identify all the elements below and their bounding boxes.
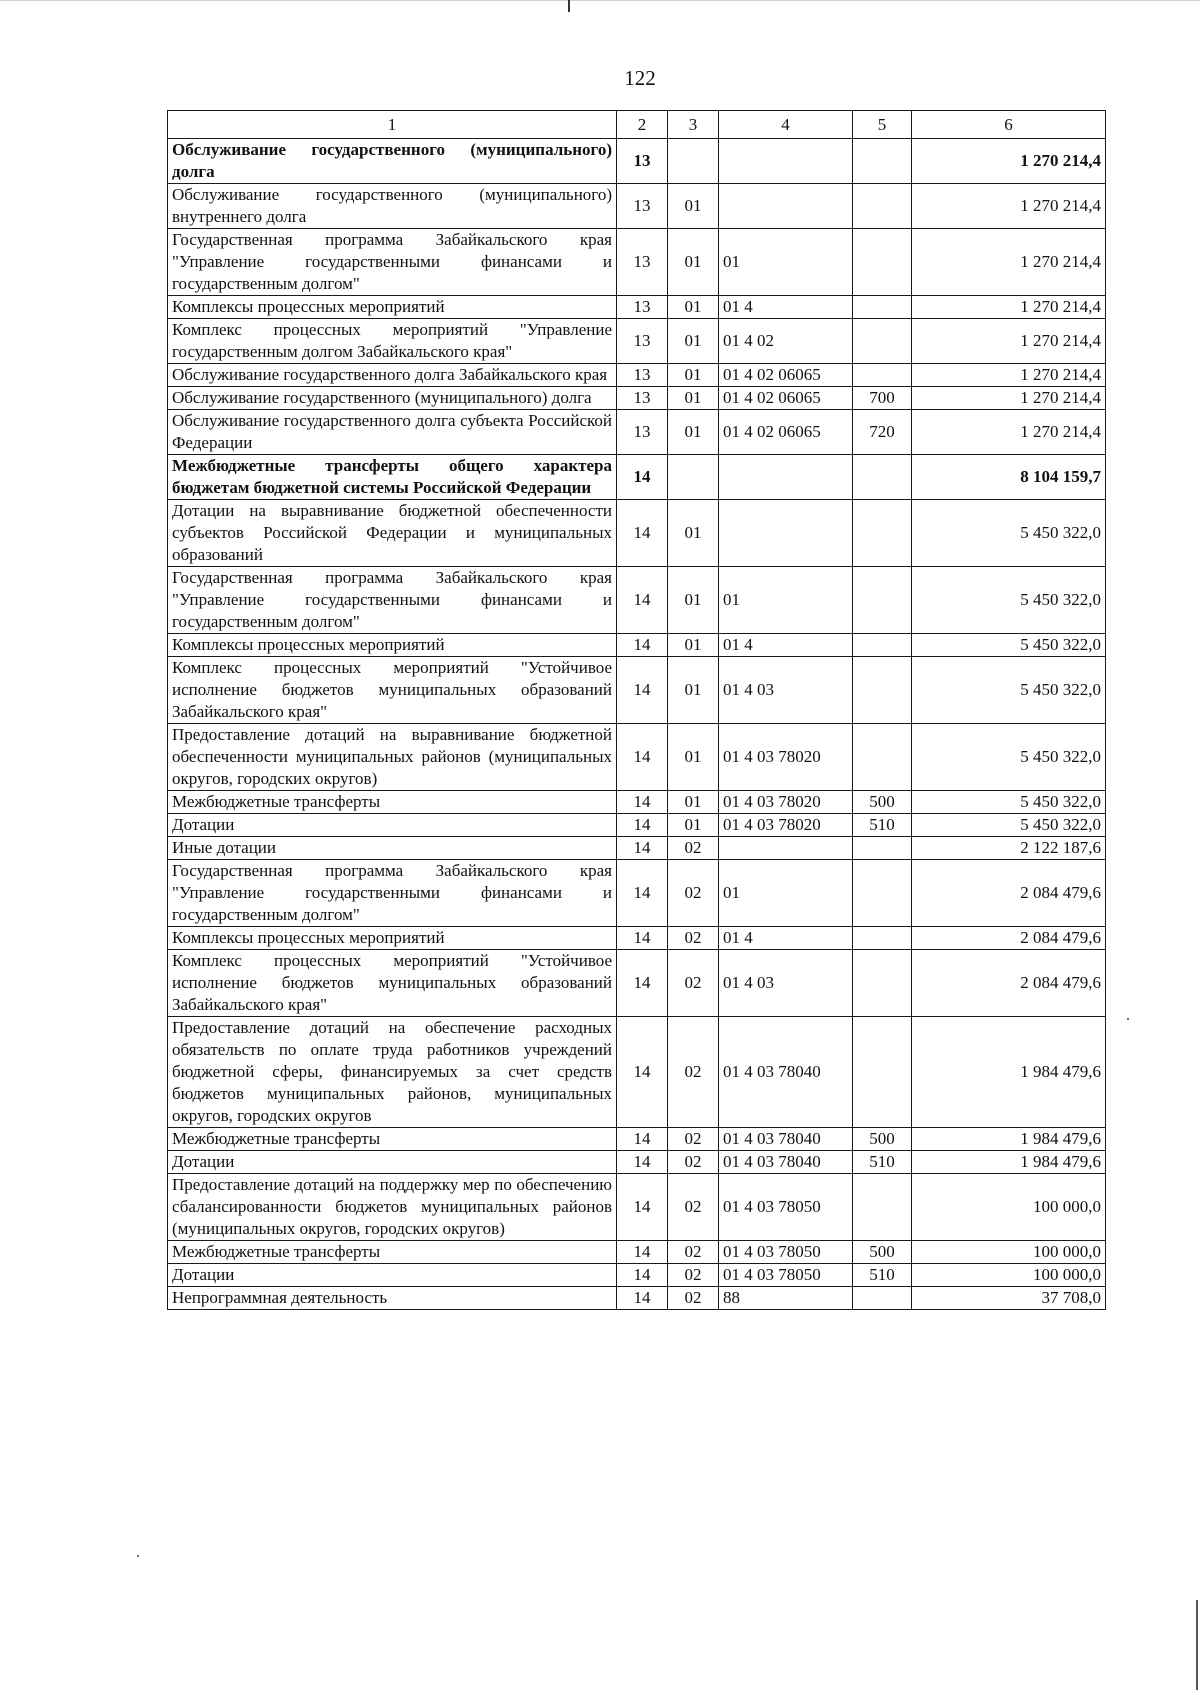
amount-cell: 2 084 479,6 xyxy=(912,860,1106,927)
table-row xyxy=(168,657,1106,724)
expense-type-code-cell xyxy=(853,1287,912,1310)
target-item-code-cell: 01 4 xyxy=(719,927,853,950)
section-code-cell: 13 xyxy=(617,410,668,455)
section-code-cell: 14 xyxy=(617,567,668,634)
expense-type-code-cell: 500 xyxy=(853,1241,912,1264)
expense-type-code-cell xyxy=(853,455,912,500)
expense-type-code-cell xyxy=(853,1174,912,1241)
amount-cell: 2 122 187,6 xyxy=(912,837,1106,860)
amount-cell: 5 450 322,0 xyxy=(912,791,1106,814)
subsection-code-cell: 01 xyxy=(668,657,719,724)
table-row xyxy=(168,1287,1106,1310)
header-cell-5: 5 xyxy=(853,111,912,139)
section-code-cell: 14 xyxy=(617,837,668,860)
table-row xyxy=(168,860,1106,927)
section-code-cell: 14 xyxy=(617,1264,668,1287)
subsection-code-cell: 01 xyxy=(668,319,719,364)
amount-cell: 37 708,0 xyxy=(912,1287,1106,1310)
expense-type-code-cell xyxy=(853,296,912,319)
target-item-code-cell xyxy=(719,184,853,229)
target-item-code-cell: 01 4 02 06065 xyxy=(719,364,853,387)
item-name-cell: Предоставление дотаций на обеспечение расходных обязательств по оплате труда работников учреждений бюджетной сферы, финансируемых за счет средств бюджетов муниципальных районов, муниципальных округов, городских округов xyxy=(168,1017,617,1128)
section-code-cell: 14 xyxy=(617,1174,668,1241)
amount-cell: 2 084 479,6 xyxy=(912,950,1106,1017)
amount-cell: 5 450 322,0 xyxy=(912,634,1106,657)
subsection-code-cell: 01 xyxy=(668,500,719,567)
expense-type-code-cell xyxy=(853,950,912,1017)
section-code-cell: 14 xyxy=(617,1128,668,1151)
target-item-code-cell: 01 4 02 06065 xyxy=(719,387,853,410)
subsection-code-cell: 02 xyxy=(668,837,719,860)
subsection-code-cell: 02 xyxy=(668,860,719,927)
expense-type-code-cell xyxy=(853,927,912,950)
table-row xyxy=(168,364,1106,387)
amount-cell: 8 104 159,7 xyxy=(912,455,1106,500)
target-item-code-cell: 01 4 02 06065 xyxy=(719,410,853,455)
table-row xyxy=(168,814,1106,837)
expense-type-code-cell: 500 xyxy=(853,791,912,814)
target-item-code-cell: 01 4 03 78040 xyxy=(719,1017,853,1128)
amount-cell: 5 450 322,0 xyxy=(912,814,1106,837)
section-code-cell: 14 xyxy=(617,927,668,950)
table-row xyxy=(168,410,1106,455)
table-row xyxy=(168,567,1106,634)
amount-cell: 5 450 322,0 xyxy=(912,657,1106,724)
target-item-code-cell: 01 4 03 78050 xyxy=(719,1241,853,1264)
section-code-cell: 13 xyxy=(617,184,668,229)
subsection-code-cell: 01 xyxy=(668,364,719,387)
item-name-cell: Непрограммная деятельность xyxy=(168,1287,617,1310)
subsection-code-cell: 01 xyxy=(668,229,719,296)
subsection-code-cell: 02 xyxy=(668,1151,719,1174)
item-name-cell: Обслуживание государственного (муниципального) внутреннего долга xyxy=(168,184,617,229)
target-item-code-cell xyxy=(719,500,853,567)
section-code-cell: 14 xyxy=(617,950,668,1017)
item-name-cell: Комплекс процессных мероприятий "Устойчивое исполнение бюджетов муниципальных образований Забайкальского края" xyxy=(168,657,617,724)
section-code-cell: 13 xyxy=(617,319,668,364)
table-body xyxy=(168,139,1106,1310)
expense-type-code-cell: 510 xyxy=(853,1264,912,1287)
table-row xyxy=(168,1174,1106,1241)
expense-type-code-cell xyxy=(853,1017,912,1128)
target-item-code-cell: 01 4 03 78020 xyxy=(719,791,853,814)
scan-mark xyxy=(568,0,570,12)
subsection-code-cell: 01 xyxy=(668,387,719,410)
section-code-cell: 14 xyxy=(617,814,668,837)
item-name-cell: Межбюджетные трансферты xyxy=(168,1241,617,1264)
section-code-cell: 14 xyxy=(617,1151,668,1174)
table-row xyxy=(168,387,1106,410)
amount-cell: 1 984 479,6 xyxy=(912,1128,1106,1151)
table-row xyxy=(168,1264,1106,1287)
expense-type-code-cell xyxy=(853,139,912,184)
target-item-code-cell: 01 4 03 78040 xyxy=(719,1128,853,1151)
subsection-code-cell xyxy=(668,139,719,184)
subsection-code-cell: 02 xyxy=(668,1174,719,1241)
item-name-cell: Государственная программа Забайкальского края "Управление государственными финансами и государственным долгом" xyxy=(168,860,617,927)
expense-type-code-cell: 510 xyxy=(853,1151,912,1174)
section-code-cell: 13 xyxy=(617,364,668,387)
target-item-code-cell: 88 xyxy=(719,1287,853,1310)
section-code-cell: 13 xyxy=(617,296,668,319)
expense-type-code-cell xyxy=(853,319,912,364)
item-name-cell: Межбюджетные трансферты xyxy=(168,1128,617,1151)
table-row xyxy=(168,791,1106,814)
amount-cell: 100 000,0 xyxy=(912,1241,1106,1264)
item-name-cell: Обслуживание государственного долга субъекта Российской Федерации xyxy=(168,410,617,455)
subsection-code-cell: 01 xyxy=(668,814,719,837)
table-row xyxy=(168,1017,1106,1128)
item-name-cell: Государственная программа Забайкальского края "Управление государственными финансами и государственным долгом" xyxy=(168,567,617,634)
amount-cell: 100 000,0 xyxy=(912,1264,1106,1287)
item-name-cell: Комплекс процессных мероприятий "Устойчивое исполнение бюджетов муниципальных образований Забайкальского края" xyxy=(168,950,617,1017)
expense-type-code-cell xyxy=(853,837,912,860)
section-code-cell: 14 xyxy=(617,1241,668,1264)
item-name-cell: Предоставление дотаций на выравнивание бюджетной обеспеченности муниципальных районов (муниципальных округов, городских округов) xyxy=(168,724,617,791)
item-name-cell: Межбюджетные трансферты xyxy=(168,791,617,814)
expense-type-code-cell xyxy=(853,184,912,229)
section-code-cell: 14 xyxy=(617,657,668,724)
target-item-code-cell: 01 xyxy=(719,860,853,927)
item-name-cell: Дотации xyxy=(168,1151,617,1174)
table-row xyxy=(168,296,1106,319)
item-name-cell: Комплексы процессных мероприятий xyxy=(168,927,617,950)
section-code-cell: 14 xyxy=(617,1287,668,1310)
header-cell-3: 3 xyxy=(668,111,719,139)
subsection-code-cell: 01 xyxy=(668,184,719,229)
amount-cell: 1 270 214,4 xyxy=(912,410,1106,455)
section-code-cell: 14 xyxy=(617,791,668,814)
item-name-cell: Комплексы процессных мероприятий xyxy=(168,296,617,319)
expense-type-code-cell xyxy=(853,724,912,791)
subsection-code-cell: 02 xyxy=(668,1287,719,1310)
item-name-cell: Комплексы процессных мероприятий xyxy=(168,634,617,657)
expense-type-code-cell xyxy=(853,657,912,724)
item-name-cell: Иные дотации xyxy=(168,837,617,860)
section-code-cell: 14 xyxy=(617,634,668,657)
expense-type-code-cell xyxy=(853,364,912,387)
amount-cell: 100 000,0 xyxy=(912,1174,1106,1241)
section-code-cell: 13 xyxy=(617,387,668,410)
expense-type-code-cell xyxy=(853,634,912,657)
amount-cell: 5 450 322,0 xyxy=(912,724,1106,791)
item-name-cell: Обслуживание государственного (муниципального) долга xyxy=(168,139,617,184)
table-row xyxy=(168,1151,1106,1174)
table-row xyxy=(168,724,1106,791)
scan-edge-mark xyxy=(1196,1600,1198,1690)
header-cell-1: 1 xyxy=(168,111,617,139)
item-name-cell: Дотации xyxy=(168,1264,617,1287)
subsection-code-cell: 02 xyxy=(668,1241,719,1264)
subsection-code-cell: 02 xyxy=(668,1128,719,1151)
table-row xyxy=(168,634,1106,657)
expense-type-code-cell: 720 xyxy=(853,410,912,455)
target-item-code-cell: 01 4 03 xyxy=(719,950,853,1017)
subsection-code-cell: 01 xyxy=(668,567,719,634)
amount-cell: 1 270 214,4 xyxy=(912,319,1106,364)
amount-cell: 1 270 214,4 xyxy=(912,229,1106,296)
section-code-cell: 14 xyxy=(617,724,668,791)
table-row xyxy=(168,1128,1106,1151)
amount-cell: 1 270 214,4 xyxy=(912,296,1106,319)
target-item-code-cell xyxy=(719,837,853,860)
expense-type-code-cell: 510 xyxy=(853,814,912,837)
expense-type-code-cell: 700 xyxy=(853,387,912,410)
table-row xyxy=(168,500,1106,567)
item-name-cell: Дотации на выравнивание бюджетной обеспеченности субъектов Российской Федерации и муниципальных образований xyxy=(168,500,617,567)
subsection-code-cell: 01 xyxy=(668,410,719,455)
expense-type-code-cell xyxy=(853,229,912,296)
table-row xyxy=(168,455,1106,500)
target-item-code-cell xyxy=(719,139,853,184)
table-row xyxy=(168,229,1106,296)
scan-edge-line xyxy=(0,0,1200,1)
amount-cell: 1 270 214,4 xyxy=(912,364,1106,387)
target-item-code-cell: 01 4 xyxy=(719,634,853,657)
expense-type-code-cell xyxy=(853,500,912,567)
table-row xyxy=(168,139,1106,184)
amount-cell: 1 270 214,4 xyxy=(912,387,1106,410)
target-item-code-cell: 01 4 03 78050 xyxy=(719,1264,853,1287)
table-row xyxy=(168,837,1106,860)
target-item-code-cell: 01 4 xyxy=(719,296,853,319)
amount-cell: 1 270 214,4 xyxy=(912,184,1106,229)
target-item-code-cell: 01 4 03 xyxy=(719,657,853,724)
subsection-code-cell: 01 xyxy=(668,724,719,791)
section-code-cell: 14 xyxy=(617,860,668,927)
table-row xyxy=(168,1241,1106,1264)
header-cell-4: 4 xyxy=(719,111,853,139)
target-item-code-cell: 01 4 03 78020 xyxy=(719,724,853,791)
item-name-cell: Государственная программа Забайкальского края "Управление государственными финансами и государственным долгом" xyxy=(168,229,617,296)
scan-speck xyxy=(1127,1018,1129,1020)
subsection-code-cell: 02 xyxy=(668,950,719,1017)
amount-cell: 1 270 214,4 xyxy=(912,139,1106,184)
table-row xyxy=(168,319,1106,364)
amount-cell: 5 450 322,0 xyxy=(912,500,1106,567)
item-name-cell: Предоставление дотаций на поддержку мер по обеспечению сбалансированности бюджетов муниципальных районов (муниципальных округов, городских округов) xyxy=(168,1174,617,1241)
amount-cell: 1 984 479,6 xyxy=(912,1017,1106,1128)
page-number: 122 xyxy=(624,66,656,90)
target-item-code-cell: 01 4 03 78020 xyxy=(719,814,853,837)
scan-speck xyxy=(137,1555,139,1557)
section-code-cell: 14 xyxy=(617,500,668,567)
amount-cell: 2 084 479,6 xyxy=(912,927,1106,950)
item-name-cell: Межбюджетные трансферты общего характера бюджетам бюджетной системы Российской Федерации xyxy=(168,455,617,500)
expense-type-code-cell: 500 xyxy=(853,1128,912,1151)
subsection-code-cell: 02 xyxy=(668,1017,719,1128)
budget-table xyxy=(167,110,1106,1310)
target-item-code-cell: 01 xyxy=(719,229,853,296)
item-name-cell: Обслуживание государственного долга Забайкальского края xyxy=(168,364,617,387)
table-row xyxy=(168,950,1106,1017)
item-name-cell: Дотации xyxy=(168,814,617,837)
header-cell-6: 6 xyxy=(912,111,1106,139)
amount-cell: 5 450 322,0 xyxy=(912,567,1106,634)
section-code-cell: 14 xyxy=(617,455,668,500)
target-item-code-cell: 01 4 02 xyxy=(719,319,853,364)
section-code-cell: 13 xyxy=(617,229,668,296)
expense-type-code-cell xyxy=(853,567,912,634)
subsection-code-cell xyxy=(668,455,719,500)
item-name-cell: Обслуживание государственного (муниципального) долга xyxy=(168,387,617,410)
amount-cell: 1 984 479,6 xyxy=(912,1151,1106,1174)
subsection-code-cell: 02 xyxy=(668,927,719,950)
section-code-cell: 13 xyxy=(617,139,668,184)
expense-type-code-cell xyxy=(853,860,912,927)
section-code-cell: 14 xyxy=(617,1017,668,1128)
target-item-code-cell: 01 xyxy=(719,567,853,634)
item-name-cell: Комплекс процессных мероприятий "Управление государственным долгом Забайкальского края" xyxy=(168,319,617,364)
target-item-code-cell: 01 4 03 78040 xyxy=(719,1151,853,1174)
target-item-code-cell: 01 4 03 78050 xyxy=(719,1174,853,1241)
subsection-code-cell: 01 xyxy=(668,634,719,657)
subsection-code-cell: 02 xyxy=(668,1264,719,1287)
subsection-code-cell: 01 xyxy=(668,296,719,319)
subsection-code-cell: 01 xyxy=(668,791,719,814)
target-item-code-cell xyxy=(719,455,853,500)
header-row xyxy=(168,111,1106,139)
table-row xyxy=(168,184,1106,229)
header-cell-2: 2 xyxy=(617,111,668,139)
table-row xyxy=(168,927,1106,950)
